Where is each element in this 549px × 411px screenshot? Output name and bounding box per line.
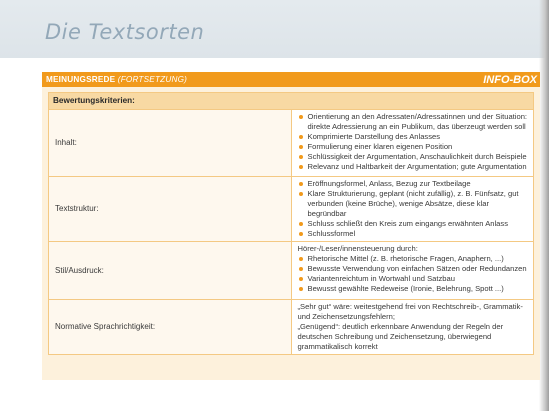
row-intro: Hörer-/Leser/innensteuerung durch: bbox=[297, 244, 418, 253]
row-category: Stil/Ausdruck: bbox=[49, 242, 292, 300]
criteria-table-header: Bewertungskriterien: bbox=[49, 93, 534, 110]
table-row bbox=[49, 300, 534, 355]
row-description bbox=[291, 177, 534, 242]
table-row bbox=[49, 242, 534, 300]
list-item: Klare Strukturierung, geplant (nicht zufällig), z. B. Fünfsatz, gut verbunden (keine Brüche), wenige Absätze, diese klar begründbar bbox=[298, 189, 530, 219]
list-item: Relevanz und Haltbarkeit der Argumentation; gute Argumentation bbox=[298, 162, 530, 172]
list-item: Rhetorische Mittel (z. B. rhetorische Fragen, Anaphern, ...) bbox=[298, 254, 530, 264]
row-description bbox=[291, 110, 534, 177]
info-box-body bbox=[42, 87, 540, 380]
list-item: Bewusst gewählte Redeweise (Ironie, Belehrung, Spott ...) bbox=[298, 284, 530, 294]
row-line: „Genügend“: deutlich erkennbare Anwendung der Regeln der deutschen Schreibung und Zeichensetzung, überwiegend grammatikalisch korrekt bbox=[297, 322, 504, 351]
page-title: Die Textsorten bbox=[45, 20, 205, 44]
info-box-heading-main: MEINUNGSREDE bbox=[46, 75, 116, 84]
criteria-table-header-row bbox=[49, 93, 534, 110]
row-line: „Sehr gut“ wäre: weitestgehend frei von Rechtschreib-, Grammatik- und Zeichensetzungsfehlern; bbox=[297, 302, 523, 321]
table-row bbox=[49, 110, 534, 177]
list-item: Schlüssigkeit der Argumentation, Anschaulichkeit durch Beispiele bbox=[298, 152, 530, 162]
bullet-list bbox=[298, 179, 530, 239]
row-category: Textstruktur: bbox=[49, 177, 292, 242]
row-category: Normative Sprachrichtigkeit: bbox=[49, 300, 292, 355]
list-item: Orientierung an den Adressaten/Adressatinnen und der Situation: direkte Adressierung an ein Publikum, das überzeugt werden soll bbox=[298, 112, 530, 132]
list-item: Variantenreichtum in Wortwahl und Satzbau bbox=[298, 274, 530, 284]
row-category: Inhalt: bbox=[49, 110, 292, 177]
table-row bbox=[49, 177, 534, 242]
bullet-list bbox=[298, 254, 530, 294]
info-box-header bbox=[42, 72, 540, 87]
list-item: Komprimierte Darstellung des Anlasses bbox=[298, 132, 530, 142]
list-item: Schlussformel bbox=[298, 229, 530, 239]
bullet-list bbox=[298, 112, 530, 172]
list-item: Eröffnungsformel, Anlass, Bezug zur Textbeilage bbox=[298, 179, 530, 189]
row-description bbox=[291, 242, 534, 300]
row-description bbox=[291, 300, 534, 355]
info-box bbox=[42, 72, 540, 380]
list-item: Formulierung einer klaren eigenen Position bbox=[298, 142, 530, 152]
page-edge-shadow bbox=[539, 0, 549, 411]
list-item: Schluss schließt den Kreis zum eingangs erwähnten Anlass bbox=[298, 219, 530, 229]
info-box-heading bbox=[46, 75, 187, 84]
info-box-heading-suffix: (FORTSETZUNG) bbox=[117, 75, 188, 84]
criteria-table bbox=[48, 92, 534, 355]
info-box-badge: INFO-BOX bbox=[483, 73, 537, 86]
list-item: Bewusste Verwendung von einfachen Sätzen oder Redundanzen bbox=[298, 264, 530, 274]
